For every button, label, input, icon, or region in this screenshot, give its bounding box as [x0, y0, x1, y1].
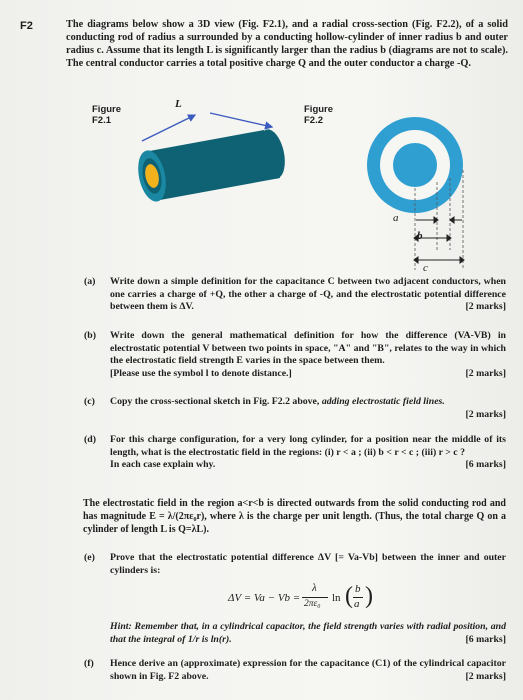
part-c-marks: [2 marks]: [465, 408, 506, 420]
part-c-italic: adding electrostatic field lines.: [321, 396, 445, 407]
part-b-note: [Please use the symbol l to denote distance.]: [110, 367, 292, 379]
cylinder-body: [134, 127, 289, 204]
part-f: (f) Hence derive an (approximate) expression for the capacitance (C1) of the cylindrical capacitor shown in Fig. F2 above. [2 marks]: [84, 658, 506, 682]
eq-lhs: ΔV = Va − Vb =: [228, 592, 301, 604]
eq-ln: ln: [332, 592, 341, 604]
part-d: (d) For this charge configuration, for a very long cylinder, for a position near the middle of its length, what is the electrostatic field in the regions: (i) r < a ; (ii) b < r < c ; (iii) r > c ? In each case explain why. [6 marks]: [84, 434, 506, 470]
eq-frac-den: a: [354, 598, 360, 610]
part-d-marks: [6 marks]: [465, 459, 506, 470]
part-a-marks: [2 marks]: [465, 301, 506, 312]
part-a: (a) Write down a simple definition for the capacitance C between two adjacent conductors, when one carries a charge of +Q, the other a charge of -Q, and the electrostatic potential difference between them is ΔV. [2 marks]: [84, 276, 506, 312]
figure-2-cross-section: [350, 110, 480, 280]
eq-den: 2πε₀: [304, 599, 321, 609]
eq-lambda: λ: [312, 582, 317, 594]
part-e-hint: Hint: Remember that, in a cylindrical capacitor, the field strength varies with radial position, and that the integral of 1/r is ln(r). [6 marks]: [110, 621, 506, 645]
part-e: (e) Prove that the electrostatic potential difference ΔV [= Va-Vb] between the inner and outer cylinders is:: [84, 552, 506, 576]
length-label: L: [175, 98, 182, 110]
question-number: F2: [20, 20, 33, 32]
part-f-marks: [2 marks]: [465, 670, 506, 682]
field-statement: The electrostatic field in the region a<r<b is directed outwards from the solid conducting rod and has magnitude E = λ/(2πε₀r), where λ is the charge per unit length. (Thus, the total charge Q on a cylinder of length L is Q=λL).: [83, 498, 506, 535]
eq-frac-num: b: [355, 583, 361, 595]
figure-2-label: Figure F2.2: [304, 104, 334, 126]
part-e-text: Prove that the electrostatic potential difference ΔV [= Va-Vb] between the inner and outer cylinders is:: [110, 552, 506, 576]
dim-label-a: a: [393, 212, 399, 224]
part-b-marks: [2 marks]: [465, 367, 506, 379]
part-e-marks: [6 marks]: [465, 633, 506, 645]
part-b-text: Write down the general mathematical definition for how the difference (VA-VB) in electrostatic potential V between two points in space, "A" and "B", relates to the way in which the electrostatic field strength E varies in the space between them.: [110, 330, 506, 366]
potential-equation: ΔV = Va − Vb = λ 2πε₀ ln ( b a ): [228, 582, 373, 610]
length-arrow-left: [142, 115, 195, 141]
dim-label-c: c: [423, 262, 428, 274]
part-d-text: For this charge configuration, for a very long cylinder, for a position near the middle of its length, what is the electrostatic field in the regions: (i) r < a ; (ii) b < r < c ; (iii) r > c ?: [110, 434, 506, 458]
part-d-explain: In each case explain why.: [110, 459, 216, 470]
inner-conductor-rod: [393, 143, 437, 187]
figure-1-3d-cylinder: [120, 100, 300, 215]
part-b: (b) Write down the general mathematical definition for how the difference (VA-VB) in electrostatic potential V between two points in space, "A" and "B", relates to the way in which the electrostatic field strength E varies in the space between them. [Please use the symbol l to denote distance.] [2 marks]: [84, 330, 506, 379]
dim-label-b: b: [417, 230, 423, 242]
part-c-text: Copy the cross-sectional sketch in Fig. F2.2 above,: [110, 396, 320, 407]
figure-1-label: Figure F2.1: [92, 104, 122, 126]
part-a-text: Write down a simple definition for the capacitance C between two adjacent conductors, when one carries a charge of +Q, the other a charge of -Q, and the electrostatic potential difference between them is ΔV.: [110, 276, 506, 312]
length-arrow-right: [210, 113, 272, 127]
part-f-text: Hence derive an (approximate) expression for the capacitance (C1) of the cylindrical capacitor shown in Fig. F2 above.: [110, 658, 506, 682]
question-intro: The diagrams below show a 3D view (Fig. F2.1), and a radial cross-section (Fig. F2.2), of a solid conducting rod of radius a surrounded by a conducting hollow-cylinder of inner radius b and outer radius c. Assume that its length L is significantly larger than the radius b (diagrams are not to scale). The central conductor carries a total positive charge Q and the outer conductor a charge -Q.: [66, 19, 508, 69]
part-c: (c) Copy the cross-sectional sketch in Fig. F2.2 above, adding electrostatic field lines. [2 marks]: [84, 396, 506, 420]
